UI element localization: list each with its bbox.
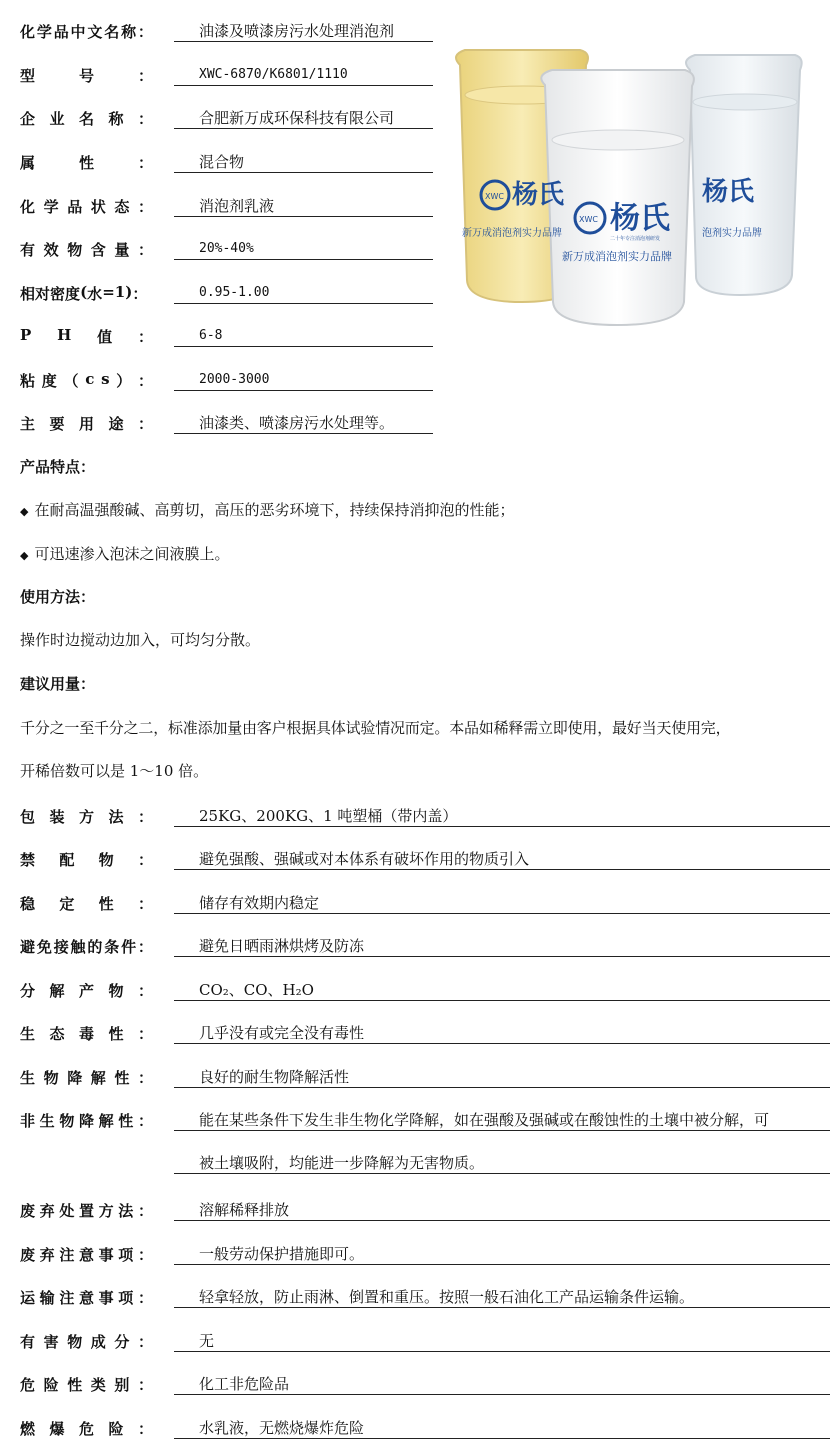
spec-row	[20, 18, 395, 42]
spec-row	[20, 1107, 770, 1131]
spec-value: 避免强酸、强碱或对本体系有破坏作用的物质引入	[174, 849, 830, 870]
white-beaker	[541, 70, 694, 325]
spec-value: 避免日晒雨淋烘烤及防冻	[174, 936, 830, 957]
tagline-center: 新万成消泡剂实力品牌	[562, 250, 672, 263]
feature-item: ◆ 可迅速渗入泡沫之间液膜上。	[20, 545, 230, 563]
spec-row	[20, 1328, 215, 1352]
spec-label: 企 业 名 称 ：	[20, 110, 153, 128]
spec-label: 生 物 降 解 性 ：	[20, 1069, 153, 1087]
dosage-text-line2: 开稀倍数可以是 1～10 倍。	[20, 762, 209, 780]
spec-row	[20, 1284, 695, 1308]
spec-value: 油漆及喷漆房污水处理消泡剂	[174, 21, 433, 42]
dosage-text-line1: 千分之一至千分之二，标准添加量由客户根据具体试验情况而定。本品如稀释需立即使用，最好当天使用完，	[20, 719, 731, 737]
spec-value: 几乎没有或完全没有毒性	[174, 1023, 830, 1044]
spec-label: 包 装 方 法 ：	[20, 808, 153, 826]
spec-value: 水乳液，无燃烧爆炸危险	[174, 1418, 830, 1439]
spec-row	[20, 1371, 290, 1395]
spec-value: 合肥新万成环保科技有限公司	[174, 108, 433, 129]
spec-value: 油漆类、喷漆房污水处理等。	[174, 413, 433, 434]
spec-value: 0.95-1.00	[174, 283, 433, 304]
spec-label: 生 态 毒 性 ：	[20, 1025, 153, 1043]
nonbio-value-line2: 被土壤吸附，均能进一步降解为无害物质。	[174, 1153, 830, 1174]
spec-row	[20, 890, 320, 914]
spec-label: 禁 配 物 ：	[20, 851, 153, 869]
spec-value: 良好的耐生物降解活性	[174, 1067, 830, 1088]
spec-label: 稳 定 性 ：	[20, 895, 153, 913]
spec-value: 储存有效期内稳定	[174, 893, 830, 914]
spec-row	[20, 410, 395, 434]
spec-label: 燃 爆 危 险 ：	[20, 1420, 153, 1438]
spec-row	[20, 1241, 365, 1265]
spec-label: 粘 度 （ c s ） ：	[20, 370, 153, 390]
spec-label: 有 害 物 成 分 ：	[20, 1333, 153, 1351]
spec-label: 化 学 品 状 态 ：	[20, 198, 153, 216]
logo-text-center: XWC	[579, 215, 598, 224]
spec-label: 化 学 品 中 文 名 称 ：	[20, 23, 153, 41]
feature-item: ◆ 在耐高温强酸碱、高剪切，高压的恶劣环境下，持续保持消抑泡的性能；	[20, 501, 515, 519]
spec-row	[20, 280, 270, 304]
spec-value: 2000-3000	[174, 370, 433, 391]
spec-label: 避 免 接 触 的 条 件 ：	[20, 938, 153, 956]
spec-label: 废 弃 注 意 事 项 ：	[20, 1246, 153, 1264]
spec-row	[20, 1197, 290, 1221]
brand-name-right: 杨氏	[702, 177, 755, 207]
diamond-icon: ◆	[20, 505, 29, 518]
brand-name-left: 杨氏	[512, 180, 565, 210]
dosage-title: 建议用量：	[20, 675, 96, 693]
usage-title: 使用方法：	[20, 588, 96, 606]
spec-label: 有 效 物 含 量 ：	[20, 241, 153, 259]
spec-value: 一般劳动保护措施即可。	[174, 1244, 830, 1265]
spec-row	[20, 193, 275, 217]
spec-row	[20, 977, 314, 1001]
tagline-right: 泡剂实力品牌	[702, 228, 762, 239]
spec-label: P H 值 ：	[20, 326, 153, 346]
spec-row	[20, 1415, 365, 1439]
spec-value: 混合物	[174, 152, 433, 173]
spec-label: 废 弃 处 置 方 法 ：	[20, 1202, 153, 1220]
spec-value: 无	[174, 1331, 830, 1352]
spec-row	[20, 933, 365, 957]
spec-label: 非 生 物 降 解 性 ：	[20, 1112, 153, 1130]
spec-value: 轻拿轻放，防止雨淋、倒置和重压。按照一般石油化工产品运输条件运输。	[174, 1287, 830, 1308]
usage-text: 操作时边搅动边加入，可均匀分散。	[20, 631, 261, 649]
spec-value: CO₂、CO、H₂O	[174, 980, 830, 1001]
spec-value: 6-8	[174, 326, 433, 347]
spec-value: 20%-40%	[174, 239, 433, 260]
brand-name-center: 杨氏	[610, 201, 670, 236]
clear-beaker	[686, 55, 802, 295]
features-title: 产品特点：	[20, 458, 96, 476]
spec-row	[20, 1064, 350, 1088]
spec-row	[20, 1020, 365, 1044]
spec-row	[20, 149, 245, 173]
logo-text-left: XWC	[485, 192, 504, 201]
spec-row	[20, 62, 348, 86]
tagline-left: 新万成消泡剂实力品牌	[462, 228, 562, 239]
spec-label: 属 性 ：	[20, 154, 153, 172]
spec-row	[20, 803, 458, 827]
spec-value: 溶解稀释排放	[174, 1200, 830, 1221]
spec-label: 主 要 用 途 ：	[20, 415, 153, 433]
spec-value: 化工非危险品	[174, 1374, 830, 1395]
spec-row	[20, 846, 530, 870]
diamond-icon: ◆	[20, 549, 29, 562]
spec-row	[20, 236, 254, 260]
spec-label: 型 号 ：	[20, 67, 153, 85]
spec-label: 运 输 注 意 事 项 ：	[20, 1289, 153, 1307]
small-tag-center: 二十年专注消泡剂研发	[610, 236, 661, 242]
spec-row	[20, 323, 223, 347]
spec-label: 相 对 密 度 ( 水 = 1 ) ：	[20, 283, 148, 303]
product-beakers-image	[440, 40, 820, 340]
spec-row	[20, 367, 270, 391]
spec-label: 危 险 性 类 别 ：	[20, 1376, 153, 1394]
spec-row	[20, 105, 395, 129]
spec-value: 能在某些条件下发生非生物化学降解，如在强酸及强碱或在酸蚀性的土壤中被分解，可	[174, 1110, 830, 1131]
spec-value: 25KG、200KG、1 吨塑桶（带内盖）	[174, 806, 830, 827]
spec-label: 分 解 产 物 ：	[20, 982, 153, 1000]
spec-value: 消泡剂乳液	[174, 196, 433, 217]
spec-value: XWC-6870/K6801/1110	[174, 65, 433, 86]
